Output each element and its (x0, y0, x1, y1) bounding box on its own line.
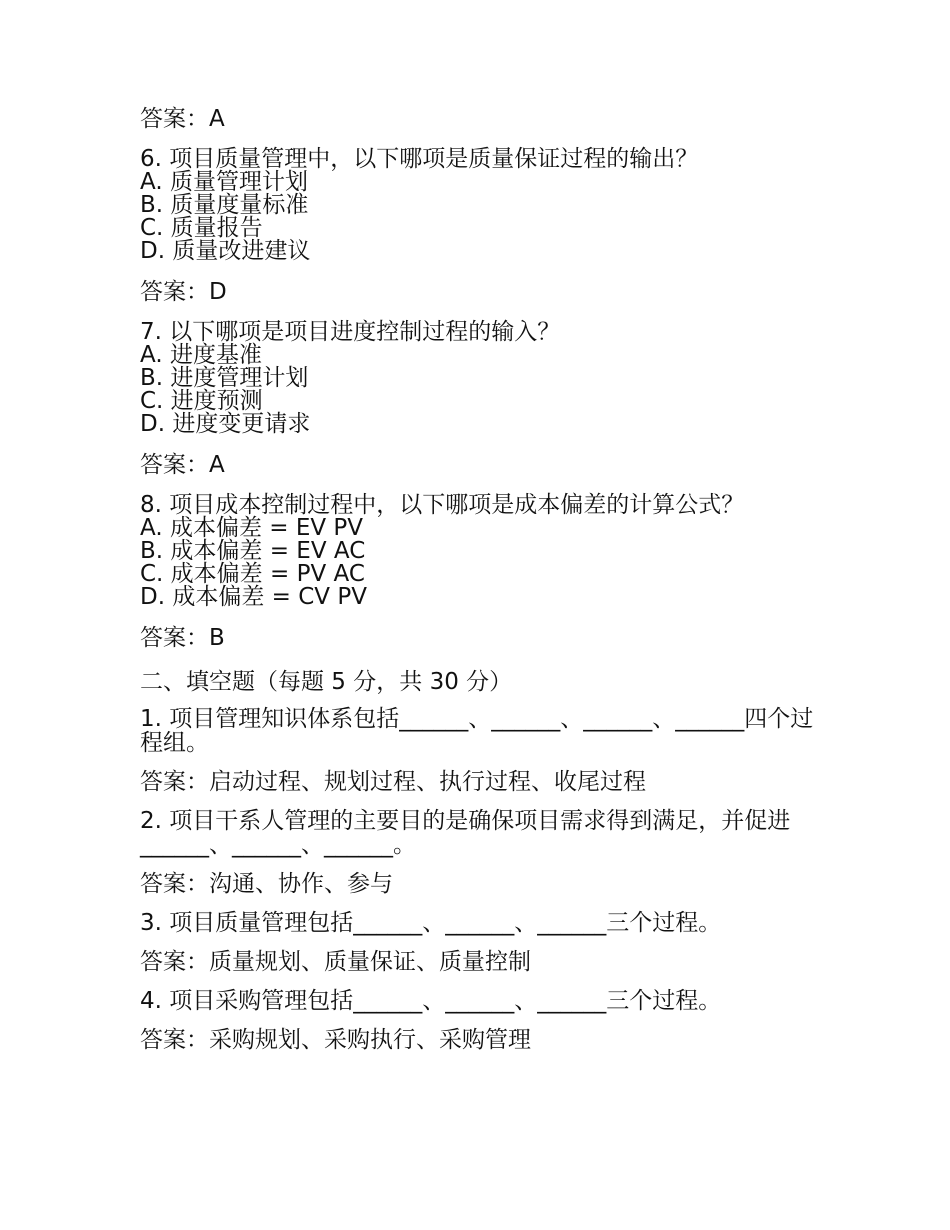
section-title: 二、填空题（每题 5 分，共 30 分） (140, 669, 513, 695)
option-d: D. 质量改进建议 (140, 238, 311, 264)
option-c: C. 成本偏差 = PV AC (140, 561, 365, 587)
question-block-7 (140, 321, 840, 436)
option-b: B. 进度管理计划 (140, 365, 309, 391)
question-text: 6. 项目质量管理中，以下哪项是质量保证过程的输出？ (140, 146, 699, 172)
answer-q5: 答案：A (140, 106, 225, 132)
option-b: B. 成本偏差 = EV AC (140, 538, 366, 564)
fill-answer-3: 答案：质量规划、质量保证、质量控制 (140, 949, 531, 975)
option-a: A. 成本偏差 = EV PV (140, 515, 364, 541)
question-text: 8. 项目成本控制过程中，以下哪项是成本偏差的计算公式？ (140, 492, 745, 518)
answer-q7: 答案：A (140, 452, 225, 478)
fill-question-1: 1. 项目管理知识体系包括______、______、______、______四个过程组。 (140, 706, 814, 756)
fill-question-2: 2. 项目干系人管理的主要目的是确保项目需求得到满足，并促进______、______、______。 (140, 808, 791, 858)
option-d: D. 进度变更请求 (140, 411, 311, 437)
question-text: 7. 以下哪项是项目进度控制过程的输入？ (140, 319, 561, 345)
option-c: C. 进度预测 (140, 388, 263, 414)
question-block-8 (140, 494, 840, 609)
option-c: C. 质量报告 (140, 215, 263, 241)
fill-question-3: 3. 项目质量管理包括______、______、______三个过程。 (140, 910, 722, 936)
document-page (140, 104, 840, 1067)
option-b: B. 质量度量标准 (140, 192, 309, 218)
fill-answer-2: 答案：沟通、协作、参与 (140, 871, 393, 897)
option-d: D. 成本偏差 = CV PV (140, 584, 367, 610)
fill-answer-4: 答案：采购规划、采购执行、采购管理 (140, 1027, 531, 1053)
answer-q6: 答案：D (140, 279, 227, 305)
fill-answer-1: 答案：启动过程、规划过程、执行过程、收尾过程 (140, 769, 646, 795)
option-a: A. 进度基准 (140, 342, 262, 368)
answer-q8: 答案：B (140, 625, 225, 651)
question-block-6 (140, 148, 840, 263)
fill-question-4: 4. 项目采购管理包括______、______、______三个过程。 (140, 988, 722, 1014)
option-a: A. 质量管理计划 (140, 169, 308, 195)
